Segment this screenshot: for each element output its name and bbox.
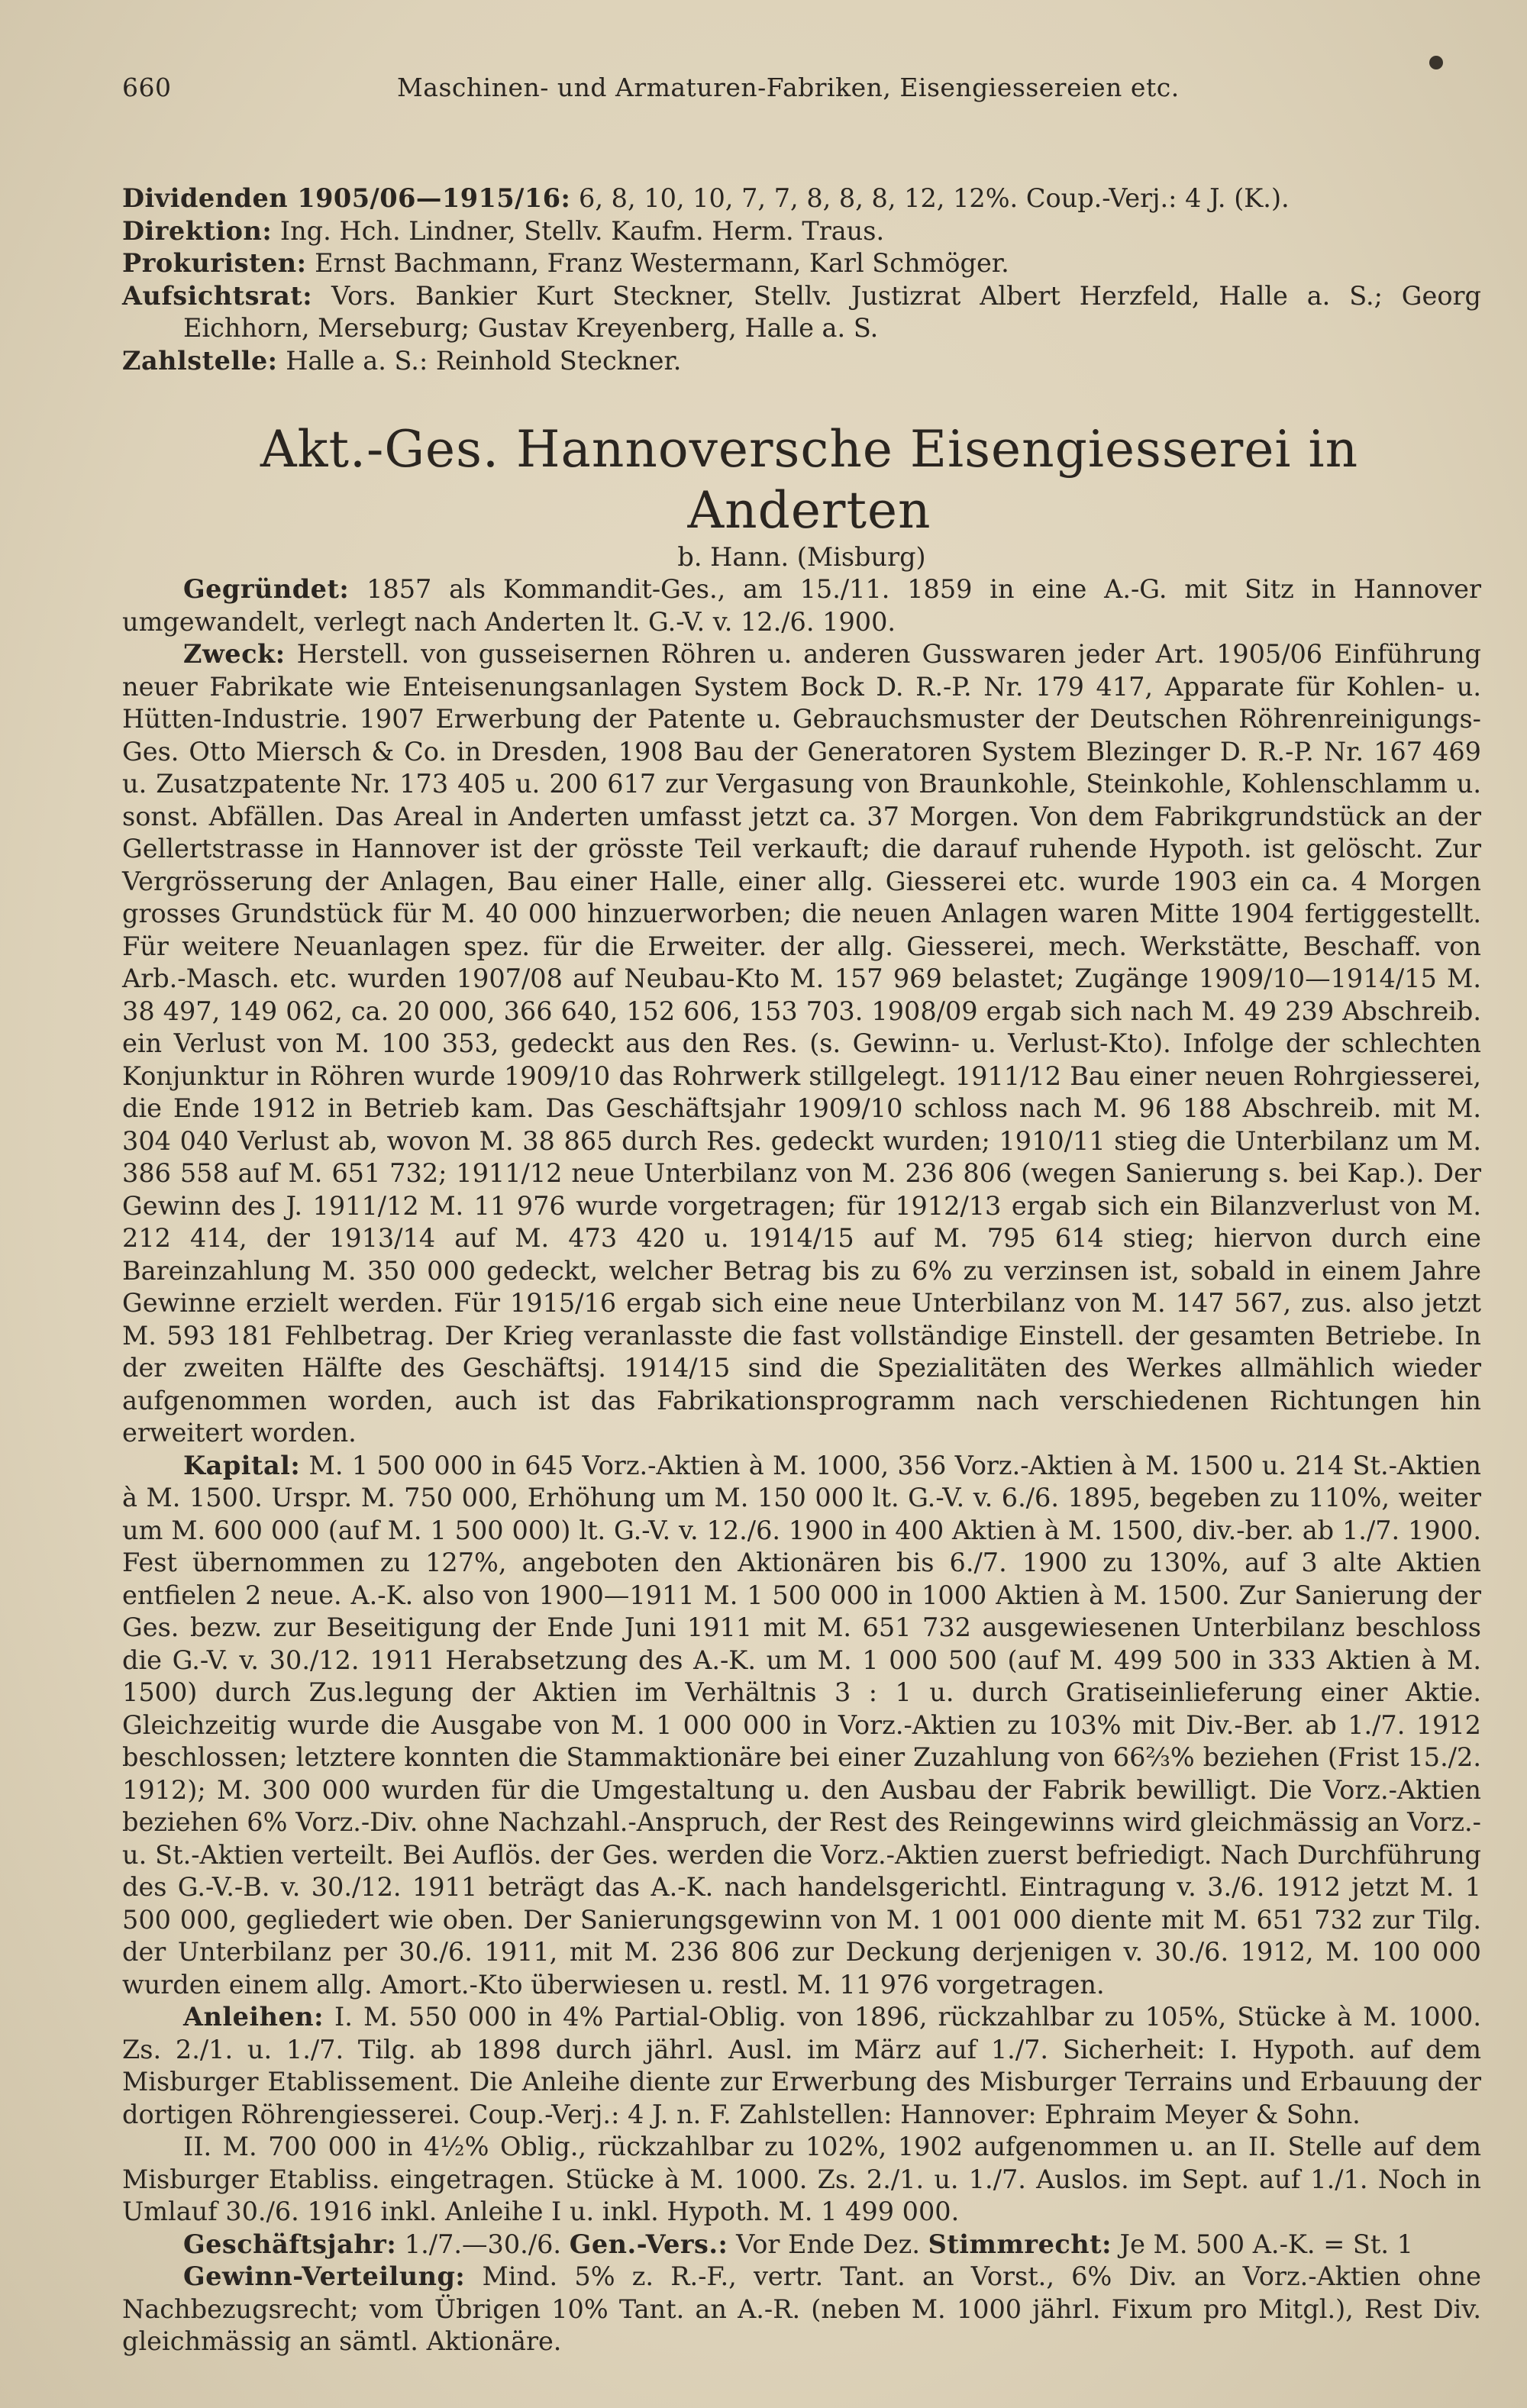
dividenden-label: Dividenden 1905/06—1915/16:	[122, 183, 571, 213]
zahlstelle-text: Halle a. S.: Reinhold Steckner.	[286, 345, 682, 376]
gegruendet-text: 1857 als Kommandit-Ges., am 15./11. 1859 in eine A.-G. mit Sitz in Hannover umgewandelt, verlegt nach Anderten lt. G.-V. v. 12./6. 1900.	[122, 574, 1481, 637]
direktion-line	[122, 215, 1481, 248]
stimmrecht-label: Stimmrecht:	[928, 2229, 1112, 2259]
zweck-paragraph	[122, 638, 1481, 1450]
zweck-text: Herstell. von gusseisernen Röhren u. anderen Gusswaren jeder Art. 1905/06 Einführung neuer Fabrikate wie Enteisenungsanlagen System Bock D. R.-P. Nr. 179 417, Apparate für Kohlen- u. Hütten-Industrie. 1907 Erwerbung der Patente u. Gebrauchsmuster der Deutschen Röhrenreinigungs-Ges. Otto Miersch & Co. in Dresden, 1908 Bau der Generatoren System Blezinger D. R.-P. Nr. 167 469 u. Zusatzpatente Nr. 173 405 u. 200 617 zur Vergasung von Braunkohle, Steinkohle, Kohlenschlamm u. sonst. Abfällen. Das Areal in Anderten umfasst jetzt ca. 37 Morgen. Von dem Fabrikgrundstück an der Gellertstrasse in Hannover ist der grösste Teil verkauft; die darauf ruhende Hypoth. ist gelöscht. Zur Vergrösserung der Anlagen, Bau einer Halle, einer allg. Giesserei etc. wurde 1903 ein ca. 4 Morgen grosses Grundstück für M. 40 000 hinzuerworben; die neuen Anlagen waren Mitte 1904 fertiggestellt. Für weitere Neuanlagen spez. für die Erweiter. der allg. Giesserei, mech. Werkstätte, Beschaff. von Arb.-Masch. etc. wurden 1907/08 auf Neubau-Kto M. 157 969 belastet; Zugänge 1909/10—1914/15 M. 38 497, 149 062, ca. 20 000, 366 640, 152 606, 153 703. 1908/09 ergab sich nach M. 49 239 Abschreib. ein Verlust von M. 100 353, gedeckt aus den Res. (s. Gewinn- u. Verlust-Kto). Infolge der schlechten Konjunktur in Röhren wurde 1909/10 das Rohrwerk stillgelegt. 1911/12 Bau einer neuen Rohrgiesserei, die Ende 1912 in Betrieb kam. Das Geschäftsjahr 1909/10 schloss nach M. 96 188 Abschreib. mit M. 304 040 Verlust ab, wovon M. 38 865 durch Res. gedeckt wurden; 1910/11 stieg die Unterbilanz um M. 386 558 auf M. 651 732; 1911/12 neue Unterbilanz von M. 236 806 (wegen Sanierung s. bei Kap.). Der Gewinn des J. 1911/12 M. 11 976 wurde vorgetragen; für 1912/13 ergab sich ein Bilanzverlust von M. 212 414, der 1913/14 auf M. 473 420 u. 1914/15 auf M. 795 614 stieg; hiervon durch eine Bareinzahlung M. 350 000 gedeckt, welcher Betrag bis zu 6% zu verzinsen ist, sobald in einem Jahre Gewinne erzielt werden. Für 1915/16 ergab sich eine neue Unterbilanz von M. 147 567, zus. also jetzt M. 593 181 Fehlbetrag. Der Krieg veranlasste die fast vollständige Einstell. der gesamten Betriebe. In der zweiten Hälfte des Geschäftsj. 1914/15 sind die Spezialitäten des Werkes allmählich wieder aufgenommen worden, auch ist das Fabrikationsprogramm nach verschiedenen Richtungen hin erweitert worden.	[122, 639, 1481, 1448]
page-header	[122, 73, 1481, 115]
ink-blot-icon	[1429, 56, 1443, 69]
anleihen-label: Anleihen:	[183, 2002, 324, 2032]
gewinn-label: Gewinn-Verteilung:	[183, 2261, 466, 2291]
gen-vers-label: Gen.-Vers.:	[569, 2229, 728, 2259]
company-title: Akt.-Ges. Hannoversche Eisengiesserei in Anderten	[260, 420, 1359, 540]
gegruendet-paragraph	[122, 573, 1481, 638]
company-entry	[122, 573, 1481, 2358]
previous-company-entry	[122, 182, 1481, 377]
kapital-text: M. 1 500 000 in 645 Vorz.-Aktien à M. 1000, 356 Vorz.-Aktien à M. 1500 u. 214 St.-Aktien à M. 1500. Urspr. M. 750 000, Erhöhung um M. 150 000 lt. G.-V. v. 6./6. 1895, begeben zu 110%, weiter um M. 600 000 (auf M. 1 500 000) lt. G.-V. v. 12./6. 1900 in 400 Aktien à M. 1500, div.-ber. ab 1./7. 1900. Fest übernommen zu 127%, angeboten den Aktionären bis 6./7. 1900 zu 130%, auf 3 alte Aktien entfielen 2 neue. A.-K. also von 1900—1911 M. 1 500 000 in 1000 Aktien à M. 1500. Zur Sanierung der Ges. bezw. zur Beseitigung der Ende Juni 1911 mit M. 651 732 ausgewiesenen Unterbilanz beschloss die G.-V. v. 30./12. 1911 Herabsetzung des A.-K. um M. 1 000 500 (auf M. 499 500 in 333 Aktien à M. 1500) durch Zus.legung der Aktien im Verhältnis 3 : 1 u. durch Gratiseinlieferung einer Aktie. Gleichzeitig wurde die Ausgabe von M. 1 000 000 in Vorz.-Aktien zu 103% mit Div.-Ber. ab 1./7. 1912 beschlossen; letztere konnten die Stammaktionäre bei einer Zuzahlung von 66⅔% beziehen (Frist 15./2. 1912); M. 300 000 wurden für die Umgestaltung u. den Ausbau der Fabrik bewilligt. Die Vorz.-Aktien beziehen 6% Vorz.-Div. ohne Nachzahl.-Anspruch, der Rest des Reingewinns wird gleichmässig an Vorz.- u. St.-Aktien verteilt. Bei Auflös. der Ges. werden die Vorz.-Aktien zuerst befriedigt. Nach Durchführung des G.-V.-B. v. 30./12. 1911 beträgt das A.-K. nach handelsgerichtl. Eintragung v. 3./6. 1912 jetzt M. 1 500 000, gegliedert wie oben. Der Sanierungsgewinn von M. 1 001 000 diente mit M. 651 732 zur Tilg. der Unterbilanz per 30./6. 1911, mit M. 236 806 zur Deckung derjenigen v. 30./6. 1912, M. 100 000 wurden einem allg. Amort.-Kto überwiesen u. restl. M. 11 976 vorgetragen.	[122, 1450, 1482, 2000]
geschaeftsjahr-text: 1./7.—30./6.	[404, 2229, 562, 2259]
kapital-label: Kapital:	[183, 1450, 301, 1480]
anleihen-ii-paragraph	[122, 2131, 1481, 2229]
aufsichtsrat-line	[122, 280, 1482, 345]
prokuristen-line	[122, 247, 1481, 280]
prokuristen-text: Ernst Bachmann, Franz Westermann, Karl Schmöger.	[315, 248, 1009, 278]
direktion-label: Direktion:	[122, 215, 273, 246]
prokuristen-label: Prokuristen:	[122, 248, 307, 278]
aufsichtsrat-text: Vors. Bankier Kurt Steckner, Stellv. Justizrat Albert Herzfeld, Halle a. S.; Georg Eichhorn, Merseburg; Gustav Kreyenberg, Halle a. S.	[183, 280, 1482, 343]
zahlstelle-line	[122, 345, 1481, 378]
zahlstelle-label: Zahlstelle:	[122, 345, 278, 376]
dividenden-line	[122, 182, 1481, 215]
anleihen-paragraph	[122, 2001, 1481, 2131]
stimmrecht-text: Je M. 500 A.-K. = St. 1	[1119, 2229, 1413, 2259]
aufsichtsrat-label: Aufsichtsrat:	[122, 280, 313, 311]
page-number: 660	[122, 73, 172, 102]
dividenden-text: 6, 8, 10, 10, 7, 7, 8, 8, 8, 12, 12%. Coup.-Verj.: 4 J. (K.).	[579, 183, 1290, 213]
zweck-label: Zweck:	[183, 639, 286, 669]
gen-vers-text: Vor Ende Dez.	[736, 2229, 920, 2259]
company-subtitle: b. Hann. (Misburg)	[677, 542, 926, 572]
anleihen-text: I. M. 550 000 in 4% Partial-Oblig. von 1896, rückzahlbar zu 105%, Stücke à M. 1000. Zs. 2./1. u. 1./7. Tilg. ab 1898 durch jährl. Ausl. im März auf 1./7. Sicherheit: I. Hypoth. auf dem Misburger Etablissement. Die Anleihe diente zur Erwerbung des Misburger Terrains und Erbauung der dortigen Röhrengiesserei. Coup.-Verj.: 4 J. n. F. Zahlstellen: Hannover: Ephraim Meyer & Sohn.	[122, 2002, 1481, 2129]
gewinn-paragraph	[122, 2261, 1481, 2358]
anleihen-ii-text: II. M. 700 000 in 4½% Oblig., rückzahlbar zu 102%, 1902 aufgenommen u. an II. Stelle auf dem Misburger Etabliss. eingetragen. Stücke à M. 1000. Zs. 2./1. u. 1./7. Auslos. im Sept. auf 1./1. Noch in Umlauf 30./6. 1916 inkl. Anleihe I u. inkl. Hypoth. M. 1 499 000.	[122, 2132, 1481, 2226]
gegruendet-label: Gegründet:	[183, 574, 350, 604]
kapital-paragraph	[122, 1450, 1481, 2002]
geschaeftsjahr-label: Geschäftsjahr:	[183, 2229, 397, 2259]
gewinn-text: Mind. 5% z. R.-F., vertr. Tant. an Vorst., 6% Div. an Vorz.-Aktien ohne Nachbezugsrecht; vom Übrigen 10% Tant. an A.-R. (neben M. 1000 jährl. Fixum pro Mitgl.), Rest Div. gleichmässig an sämtl. Aktionäre.	[122, 2261, 1481, 2356]
running-title: Maschinen- und Armaturen-Fabriken, Eisengiessereien etc.	[397, 73, 1180, 102]
geschaeftsjahr-paragraph	[122, 2229, 1481, 2261]
direktion-text: Ing. Hch. Lindner, Stellv. Kaufm. Herm. Traus.	[279, 215, 885, 246]
